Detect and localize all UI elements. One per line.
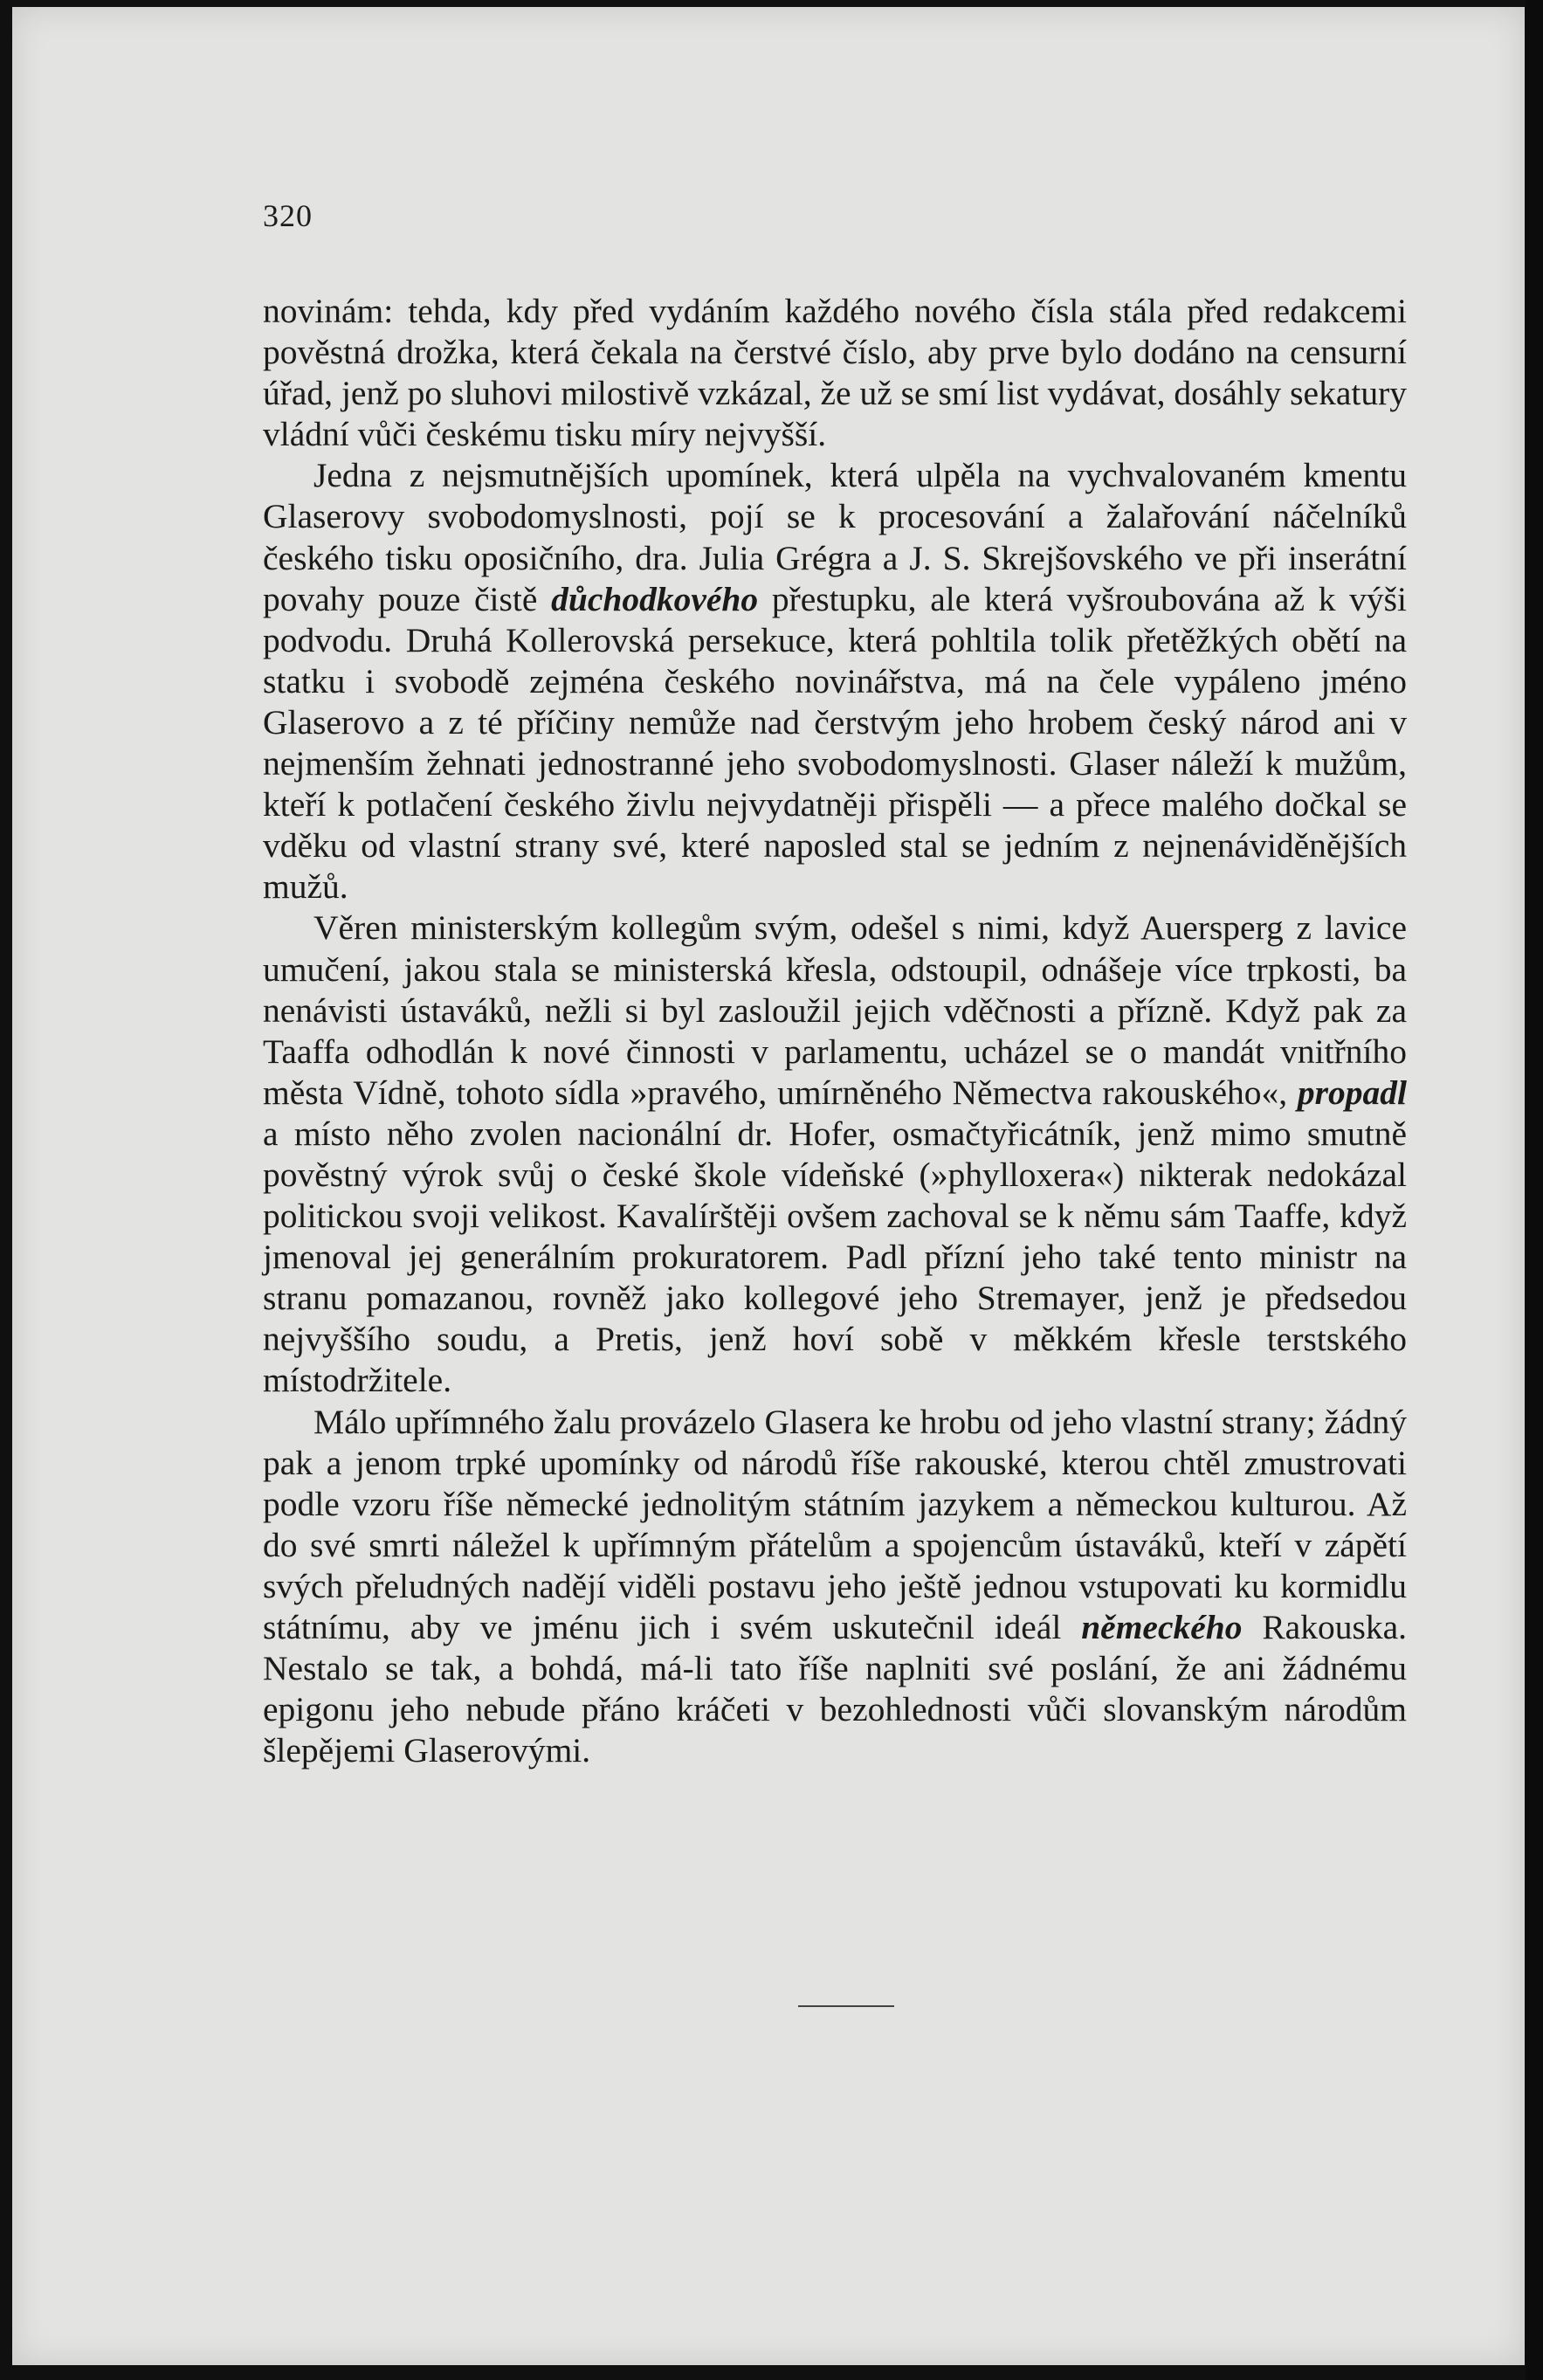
scan-edge xyxy=(1526,0,1543,2380)
paragraph-4-end: Rakouska. Nestalo se tak, a bohdá, má-li tato říše naplniti své poslání, že ani žádnému epigonu jeho nebude přáno kráčeti v bezohlednosti vůči slovanským národům šlepějemi Glaserovými. xyxy=(263,1608,1407,1770)
paragraph-4 xyxy=(263,1402,1407,1772)
paragraph-2-end: přestupku, ale která vyšroubována až k výši podvodu. Druhá Kollerovská persekuce, která pohltila tolik přetěžkých obětí na statku i svobodě zejména českého novinářstva, má na čele vypáleno jméno Glaserovo a z té příčiny nemůže nad čerstvým jeho hrobem český národ ani v nejmenším žehnati jednostranné jeho svobodomyslnosti. Glaser náleží k mužům, kteří k potlačení českého živlu nejvydatněji přispěli — a přece malého dočkal se vděku od vlastní strany své, které naposled stal se jedním z nejnenáviděnějších mužů. xyxy=(263,579,1407,907)
paragraph-3 xyxy=(263,907,1407,1401)
page-number: 320 xyxy=(263,198,313,233)
book-page xyxy=(12,7,1525,2365)
paragraph-3-start: Věren ministerským kollegům svým, odešel s nimi, když Auersperg z lavice umučení, jakou stala se ministerská křesla, odstoupil, odnášeje více trpkosti, ba nenávisti ústaváků, nežli si byl zasloužil jejich vděčnosti a přízně. Když pak za Taaffa odhodlán k nové činnosti v parlamentu, ucházel se o mandát vnitřního města Vídně, tohoto sídla »pravého, umírněného Němectva rakouského«, xyxy=(263,908,1407,1112)
paragraph-1 xyxy=(263,291,1407,455)
paragraph-2-emphasis: důchodkového xyxy=(551,579,759,618)
paragraph-4-emphasis: německého xyxy=(1081,1608,1243,1646)
paragraph-3-end: a místo něho zvolen nacionální dr. Hofer, osmačtyřicátník, jenž mimo smutně pověstný výrok svůj o české škole vídeňské (»phylloxera«) nikterak nedokázal politickou svoji velikost. Kavalírštěji ovšem zachoval se k němu sám Taaffe, když jmenoval jej generálním prokuratorem. Padl přízní jeho také tento ministr na stranu pomazanou, rovněž jako kollegové jeho Stremayer, jenž je předsedou nejvyššího soudu, a Pretis, jenž hoví sobě v měkkém křesle terstského místodržitele. xyxy=(263,1114,1407,1400)
paragraph-2 xyxy=(263,455,1407,907)
paragraph-4-start: Málo upřímného žalu provázelo Glasera ke hrobu od jeho vlastní strany; žádný pak a jenom trpké upomínky od národů říše rakouské, kterou chtěl zmustrovati podle vzoru říše německé jednolitým státním jazykem a německou kulturou. Až do své smrti náležel k upřímným přátelům a spojencům ústaváků, kteří v zápětí svých přeludných nadějí viděli postavu jeho ještě jednou vstupovati ku kormidlu státnímu, aby ve jménu jich i svém uskutečnil ideál xyxy=(263,1402,1407,1646)
paragraph-1-text: novinám: tehda, kdy před vydáním každého nového čísla stála před redakcemi pověstná drožka, která čekala na čerstvé číslo, aby prve bylo dodáno na censurní úřad, jenž po sluhovi milostivě vzkázal, že už se smí list vydávat, dosáhly sekatury vládní vůči českému tisku míry nejvyšší. xyxy=(263,292,1407,454)
body-text xyxy=(263,291,1407,1771)
paragraph-3-emphasis: propadl xyxy=(1297,1073,1407,1112)
section-divider xyxy=(798,2005,894,2007)
paragraph-2-start: Jedna z nejsmutnějších upomínek, která ulpěla na vychvalovaném kmentu Glaserovy svobodomyslnosti, pojí se k procesování a žalařování náčelníků českého tisku oposičního, dra. Julia Grégra a J. S. Skrejšovského ve při inserátní povahy pouze čistě xyxy=(263,456,1407,618)
